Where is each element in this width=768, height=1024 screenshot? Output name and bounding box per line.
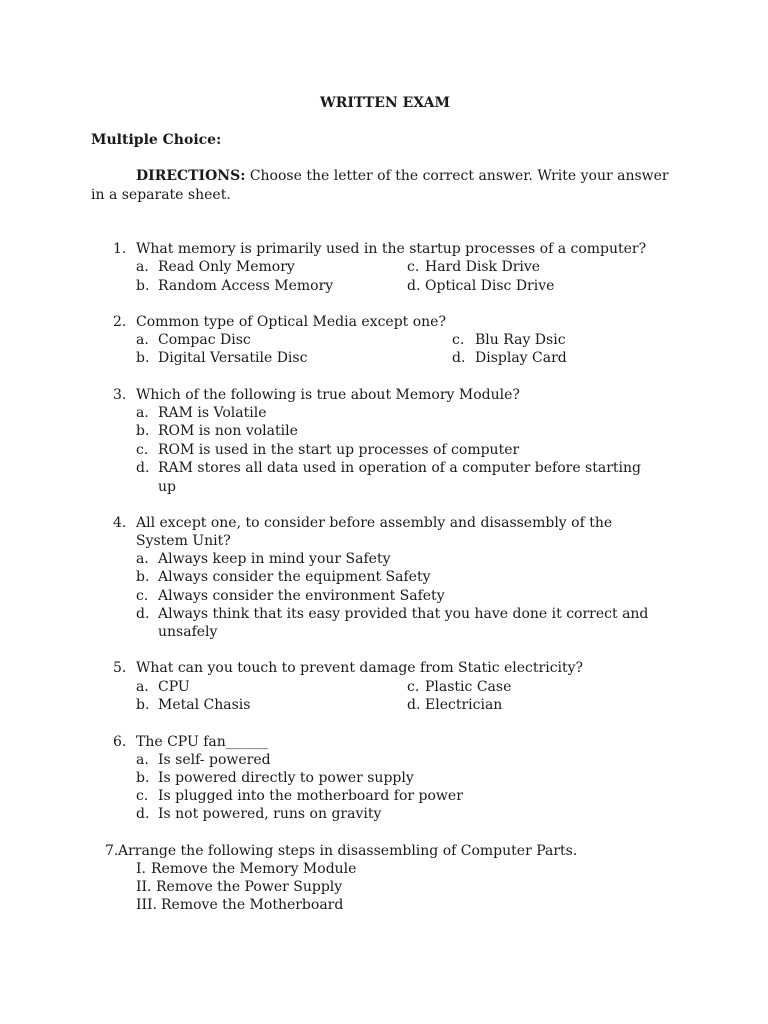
step-numeral: I. — [136, 861, 146, 877]
question-text: Common type of Optical Media except one? — [136, 314, 446, 330]
question-number: 7. — [105, 843, 119, 859]
option-text: ROM is non volatile — [158, 423, 298, 439]
option-letter: a. — [136, 679, 149, 695]
question-number: 2. — [113, 314, 127, 330]
option-text-continued: unsafely — [158, 624, 218, 640]
directions-text: Choose the letter of the correct answer. Write your answer — [249, 168, 669, 184]
question-text: Which of the following is true about Memory Module? — [136, 387, 520, 403]
directions-label: DIRECTIONS: — [136, 168, 246, 184]
option-text: Display Card — [475, 350, 567, 366]
option-text: Always consider the equipment Safety — [158, 569, 431, 585]
option-letter: a. — [136, 405, 149, 421]
section-heading: Multiple Choice: — [91, 132, 222, 148]
option-letter: b. — [136, 569, 150, 585]
option-text: Is powered directly to power supply — [158, 770, 414, 786]
option-letter: b. — [136, 423, 150, 439]
option-letter: a. — [136, 332, 149, 348]
option-letter: d. — [407, 697, 421, 713]
option-letter: b. — [136, 278, 150, 294]
option-text: Digital Versatile Disc — [158, 350, 308, 366]
option-text: RAM is Volatile — [158, 405, 267, 421]
question-number: 1. — [113, 241, 127, 257]
step-numeral: III. — [136, 897, 158, 913]
option-letter: d. — [452, 350, 466, 366]
option-text: Random Access Memory — [158, 278, 334, 294]
option-letter: d. — [136, 806, 150, 822]
question-number: 5. — [113, 660, 127, 676]
page-title: WRITTEN EXAM — [320, 95, 450, 111]
question-text-continued: System Unit? — [136, 533, 231, 549]
option-letter: c. — [407, 259, 420, 275]
option-text: Always keep in mind your Safety — [158, 551, 391, 567]
question-text: The CPU fan______ — [136, 734, 268, 750]
question-text: Arrange the following steps in disassembling of Computer Parts. — [118, 843, 578, 859]
option-text: Always consider the environment Safety — [158, 588, 445, 604]
option-text: Plastic Case — [425, 679, 512, 695]
option-text: Blu Ray Dsic — [475, 332, 566, 348]
question-text: All except one, to consider before assembly and disassembly of the — [136, 515, 613, 531]
option-text: RAM stores all data used in operation of a computer before starting — [158, 460, 641, 476]
option-text: Compac Disc — [158, 332, 251, 348]
option-letter: c. — [136, 588, 149, 604]
question-number: 6. — [113, 734, 127, 750]
option-letter: a. — [136, 752, 149, 768]
option-text: Electrician — [425, 697, 503, 713]
option-text: Hard Disk Drive — [425, 259, 541, 275]
option-letter: c. — [136, 788, 149, 804]
option-letter: d. — [407, 278, 421, 294]
question-text: What can you touch to prevent damage from Static electricity? — [136, 660, 584, 676]
option-letter: a. — [136, 259, 149, 275]
question-number: 3. — [113, 387, 127, 403]
option-text: ROM is used in the start up processes of computer — [158, 442, 520, 458]
option-text: CPU — [158, 679, 190, 695]
option-letter: b. — [136, 350, 150, 366]
option-letter: b. — [136, 770, 150, 786]
option-letter: a. — [136, 551, 149, 567]
option-letter: c. — [136, 442, 149, 458]
option-text: Metal Chasis — [158, 697, 251, 713]
step-numeral: II. — [136, 879, 152, 895]
option-text: Read Only Memory — [158, 259, 295, 275]
directions-line-2: in a separate sheet. — [91, 187, 231, 203]
step-text: Remove the Memory Module — [151, 861, 357, 877]
directions-line-1 — [136, 167, 669, 185]
option-letter: d. — [136, 460, 150, 476]
option-text: Is self- powered — [158, 752, 271, 768]
step-text: Remove the Power Supply — [156, 879, 343, 895]
option-text: Is plugged into the motherboard for power — [158, 788, 463, 804]
option-letter: b. — [136, 697, 150, 713]
option-text: Is not powered, runs on gravity — [158, 806, 382, 822]
option-text: Optical Disc Drive — [425, 278, 555, 294]
option-text-continued: up — [158, 479, 176, 495]
option-letter: c. — [407, 679, 420, 695]
option-text: Always think that its easy provided that you have done it correct and — [158, 606, 649, 622]
question-number: 4. — [113, 515, 127, 531]
question-text: What memory is primarily used in the startup processes of a computer? — [136, 241, 647, 257]
option-letter: d. — [136, 606, 150, 622]
option-letter: c. — [452, 332, 465, 348]
step-text: Remove the Motherboard — [161, 897, 344, 913]
